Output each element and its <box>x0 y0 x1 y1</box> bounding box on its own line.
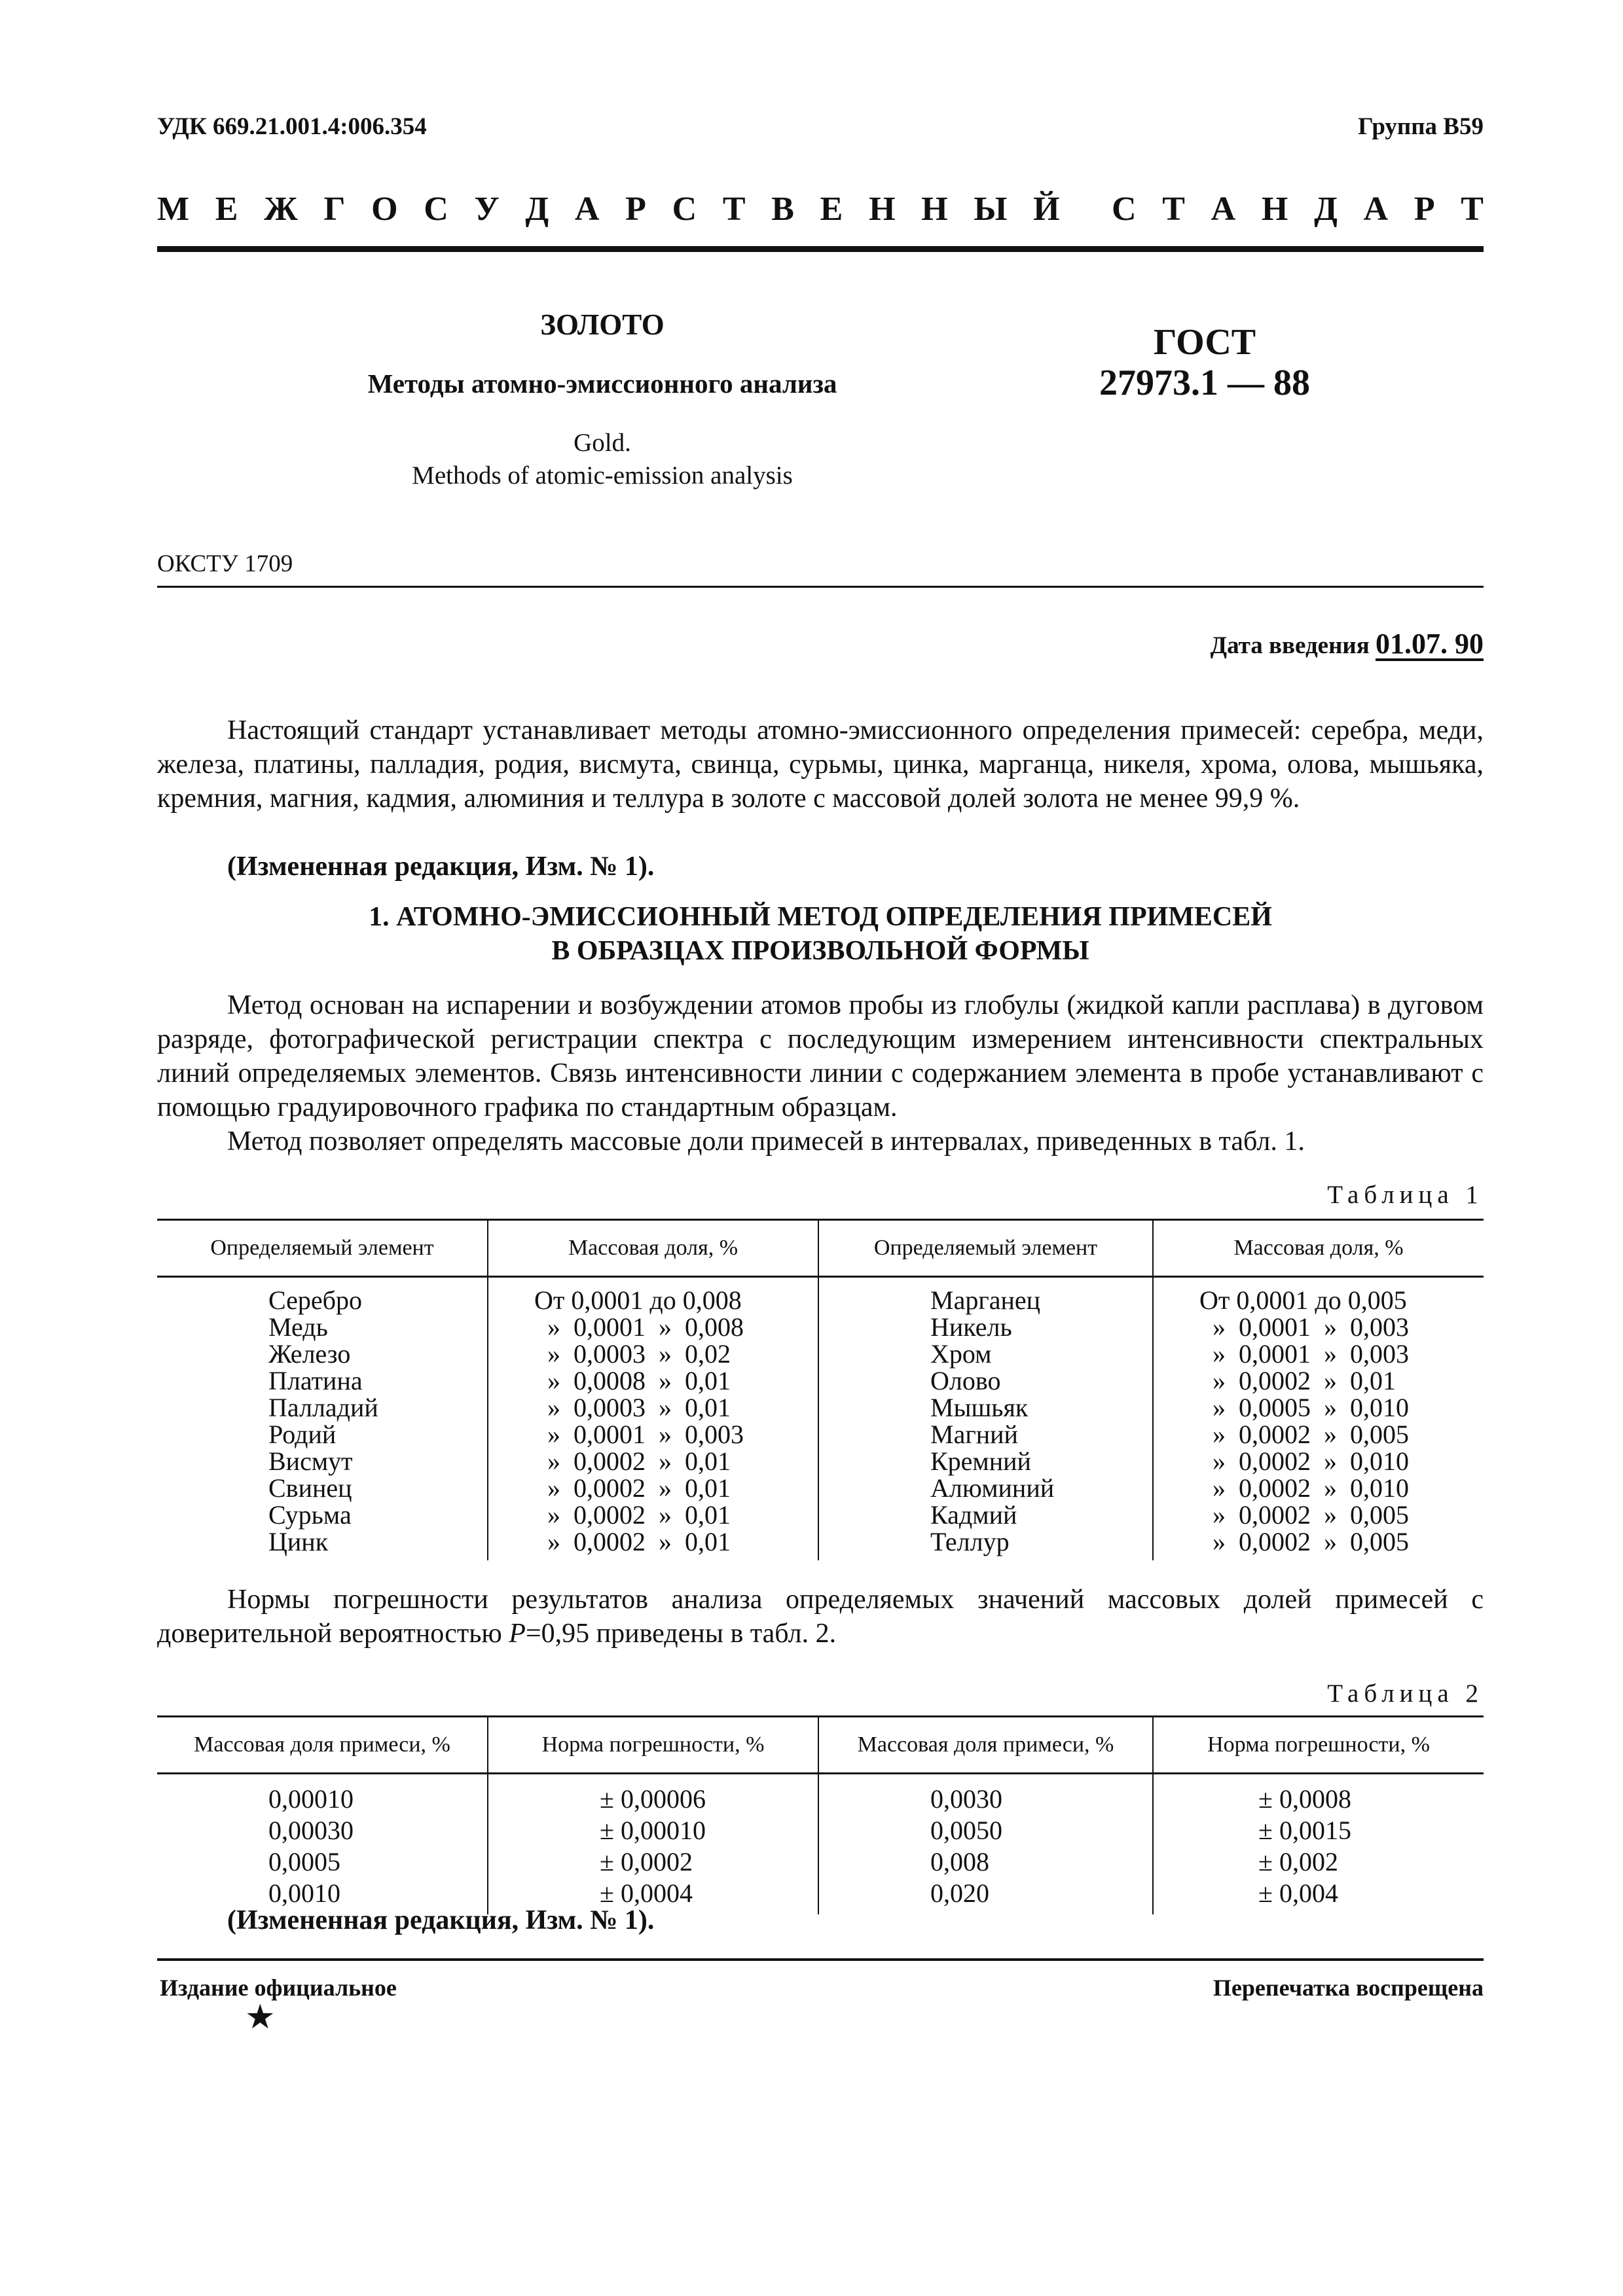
mass-fraction-range: От 0,0001 до 0,008 <box>534 1285 742 1315</box>
banner-letter: Е <box>820 190 843 228</box>
banner-letter: А <box>1211 190 1236 228</box>
mass-fraction-range: » 0,0002 » 0,010 <box>1199 1446 1409 1476</box>
table-1 <box>157 1219 1484 1560</box>
error-norm-value: ± 0,00006 <box>600 1784 706 1814</box>
element-name: Хром <box>930 1339 992 1369</box>
element-name: Марганец <box>930 1285 1041 1315</box>
table-2-col-error-norm <box>488 1774 818 1915</box>
mass-fraction-range: » 0,0001 » 0,003 <box>1199 1312 1409 1342</box>
error-norm-value: ± 0,004 <box>1258 1878 1338 1908</box>
mass-fraction-range: » 0,0001 » 0,003 <box>1199 1339 1409 1369</box>
mass-fraction-range: » 0,0001 » 0,008 <box>534 1312 744 1342</box>
banner-letter: Р <box>625 190 646 228</box>
official-edition-label: Издание официальное <box>160 1975 397 2001</box>
element-name: Серебро <box>268 1285 363 1315</box>
banner-letter: С <box>424 190 448 228</box>
mass-fraction-value: 0,0005 <box>268 1847 340 1876</box>
error-norm-value: ± 0,00010 <box>600 1816 706 1845</box>
banner-letter: Й <box>1033 190 1060 228</box>
mass-fraction-range: » 0,0008 » 0,01 <box>534 1366 731 1395</box>
section-amendment-note: (Измененная редакция, Изм. № 1). <box>227 1905 655 1935</box>
banner-letter: Д <box>1314 190 1338 228</box>
table-1-left-ranges <box>488 1277 818 1561</box>
group-code: Группа В59 <box>1358 113 1484 140</box>
banner-letter: М <box>157 190 190 228</box>
banner-letter: Ж <box>264 190 298 228</box>
banner-letter: Н <box>869 190 896 228</box>
table-2-col-mass-fraction-2 <box>818 1774 1153 1915</box>
error-norm-value: ± 0,0002 <box>600 1847 693 1876</box>
element-name: Цинк <box>268 1527 329 1556</box>
banner-letter: Д <box>525 190 549 228</box>
mass-fraction-value: 0,008 <box>930 1847 989 1876</box>
banner-letter: Н <box>1261 190 1288 228</box>
element-name: Кадмий <box>930 1500 1017 1530</box>
mass-fraction-range: » 0,0002 » 0,01 <box>1199 1366 1396 1395</box>
error-norm-value: ± 0,0004 <box>600 1878 693 1908</box>
element-name: Свинец <box>268 1473 352 1503</box>
banner-letter: Ы <box>974 190 1008 228</box>
gost-number <box>1074 322 1336 403</box>
banner-letter: Е <box>215 190 238 228</box>
mass-fraction-range: От 0,0001 до 0,005 <box>1199 1285 1407 1315</box>
method-description-paragraph: Метод основан на испарении и возбуждении атомов пробы из глобулы (жидкой капли расплава) в дуговом разряде, фотографической регистрации спектра с последующим измерением интенсивности спектральных линий определяемых элементов. Связь интенсивности линии с содержанием элемента в пробе устанавливают с помощью градуировочного графика по стандартным образцам. <box>157 990 1484 1122</box>
mass-fraction-range: » 0,0001 » 0,003 <box>534 1420 744 1449</box>
mass-fraction-range: » 0,0002 » 0,005 <box>1199 1527 1409 1556</box>
reprint-prohibited-label: Перепечатка воспрещена <box>1213 1975 1484 2001</box>
table-2-header: Норма погрешности, % <box>488 1717 818 1774</box>
introduction-date <box>1211 627 1484 660</box>
banner-letter: Т <box>722 190 746 228</box>
mass-fraction-value: 0,0050 <box>930 1816 1002 1845</box>
element-name: Платина <box>268 1366 363 1395</box>
element-name: Медь <box>268 1312 328 1342</box>
element-name: Теллур <box>930 1527 1010 1556</box>
banner-letter: Т <box>1162 190 1185 228</box>
element-name: Магний <box>930 1420 1018 1449</box>
error-norm-value: ± 0,0015 <box>1258 1816 1351 1845</box>
table-2-col-mass-fraction <box>157 1774 488 1915</box>
table-2-header: Массовая доля примеси, % <box>157 1717 488 1774</box>
english-title <box>262 427 943 492</box>
mass-fraction-range: » 0,0002 » 0,005 <box>1199 1500 1409 1530</box>
banner-letter: У <box>474 190 500 228</box>
element-name: Мышьяк <box>930 1393 1029 1422</box>
introduction-date-value: 01.07. 90 <box>1376 628 1484 660</box>
section-1-heading-line: В ОБРАЗЦАХ ПРОИЗВОЛЬНОЙ ФОРМЫ <box>551 936 1089 966</box>
table-1-header: Определяемый элемент <box>818 1220 1153 1277</box>
element-name: Сурьма <box>268 1500 352 1530</box>
mass-fraction-value: 0,020 <box>930 1878 989 1908</box>
element-name: Алюминий <box>930 1473 1055 1503</box>
table-2 <box>157 1715 1484 1914</box>
error-norm-value: ± 0,0008 <box>1258 1784 1351 1814</box>
okstu-code: ОКСТУ 1709 <box>157 550 293 577</box>
gost-label: ГОСТ <box>1153 322 1256 363</box>
probability-symbol: P <box>509 1619 526 1649</box>
section-1-heading <box>157 900 1484 968</box>
mass-fraction-range: » 0,0002 » 0,01 <box>534 1500 731 1530</box>
mass-fraction-range: » 0,0005 » 0,010 <box>1199 1393 1409 1422</box>
mass-fraction-value: 0,0010 <box>268 1878 340 1908</box>
error-norms-text-end: =0,95 приведены в табл. 2. <box>525 1619 837 1649</box>
error-norms-paragraph <box>157 1583 1484 1651</box>
banner-letter: А <box>574 190 600 228</box>
table-1-header: Массовая доля, % <box>488 1220 818 1277</box>
element-name: Родий <box>268 1420 337 1449</box>
banner-letter: С <box>672 190 697 228</box>
footer-divider <box>157 1958 1484 1961</box>
mass-fraction-range: » 0,0002 » 0,01 <box>534 1446 731 1476</box>
intro-paragraph: Настоящий стандарт устанавливает методы атомно-эмиссионного определения примесей: серебра, меди, железа, платины, палладия, родия, висмута, свинца, сурьмы, цинка, марганца, никеля, хрома, олова, мышьяка, кремния, магния, кадмия, алюминия и теллура в золоте с массовой долей золота не менее 99,9 %. <box>157 715 1484 814</box>
banner-letter: В <box>771 190 794 228</box>
mass-fraction-value: 0,00010 <box>268 1784 354 1814</box>
udk-code: УДК 669.21.001.4:006.354 <box>157 113 427 140</box>
mass-fraction-range: » 0,0002 » 0,01 <box>534 1527 731 1556</box>
gost-code: 27973.1 — 88 <box>1099 363 1310 403</box>
banner-letter: С <box>1112 190 1137 228</box>
mass-fraction-value: 0,0030 <box>930 1784 1002 1814</box>
element-name: Никель <box>930 1312 1012 1342</box>
method-range-paragraph: Метод позволяет определять массовые доли примесей в интервалах, приведенных в табл. 1. <box>227 1126 1305 1157</box>
oksu-divider <box>157 586 1484 588</box>
intro-amendment-note: (Измененная редакция, Изм. № 1). <box>227 852 655 882</box>
table-1-header: Определяемый элемент <box>157 1220 488 1277</box>
document-subtitle: Методы атомно-эмиссионного анализа <box>367 368 837 399</box>
star-icon: ★ <box>245 1999 276 2036</box>
banner-letter: А <box>1363 190 1389 228</box>
table-2-caption: Таблица 2 <box>1327 1679 1484 1708</box>
banner-letter: Г <box>323 190 346 228</box>
element-name: Железо <box>268 1339 351 1369</box>
table-1-caption: Таблица 1 <box>1327 1181 1484 1209</box>
banner-letter: Р <box>1413 190 1435 228</box>
element-name: Олово <box>930 1366 1001 1395</box>
element-name: Палладий <box>268 1393 378 1422</box>
english-title-line: Gold. <box>574 429 631 457</box>
introduction-date-label: Дата введения <box>1210 632 1370 659</box>
table-1-right-ranges <box>1153 1277 1484 1561</box>
error-norm-value: ± 0,002 <box>1258 1847 1338 1876</box>
table-2-header: Норма погрешности, % <box>1153 1717 1484 1774</box>
section-1-heading-line: 1. АТОМНО-ЭМИССИОННЫЙ МЕТОД ОПРЕДЕЛЕНИЯ ПРИМЕСЕЙ <box>369 902 1272 932</box>
mass-fraction-range: » 0,0003 » 0,02 <box>534 1339 731 1369</box>
table-2-col-error-norm-2 <box>1153 1774 1484 1915</box>
interstate-standard-banner <box>157 190 1484 228</box>
banner-letter: О <box>371 190 398 228</box>
document-title: ЗОЛОТО <box>540 308 665 341</box>
banner-letter: Н <box>921 190 948 228</box>
english-title-line: Methods of atomic-emission analysis <box>412 461 793 490</box>
element-name: Кремний <box>930 1446 1031 1476</box>
element-name: Висмут <box>268 1446 353 1476</box>
mass-fraction-range: » 0,0002 » 0,005 <box>1199 1420 1409 1449</box>
mass-fraction-value: 0,00030 <box>268 1816 354 1845</box>
banner-letter: Т <box>1461 190 1484 228</box>
mass-fraction-range: » 0,0002 » 0,010 <box>1199 1473 1409 1503</box>
mass-fraction-range: » 0,0003 » 0,01 <box>534 1393 731 1422</box>
table-1-header: Массовая доля, % <box>1153 1220 1484 1277</box>
table-1-left-elements <box>157 1277 488 1561</box>
mass-fraction-range: » 0,0002 » 0,01 <box>534 1473 731 1503</box>
error-norms-text: Нормы погрешности результатов анализа определяемых значений массовых долей примесей с доверительной вероятностью <box>157 1585 1484 1649</box>
table-1-right-elements <box>818 1277 1153 1561</box>
header-divider <box>157 246 1484 252</box>
table-2-header: Массовая доля примеси, % <box>818 1717 1153 1774</box>
